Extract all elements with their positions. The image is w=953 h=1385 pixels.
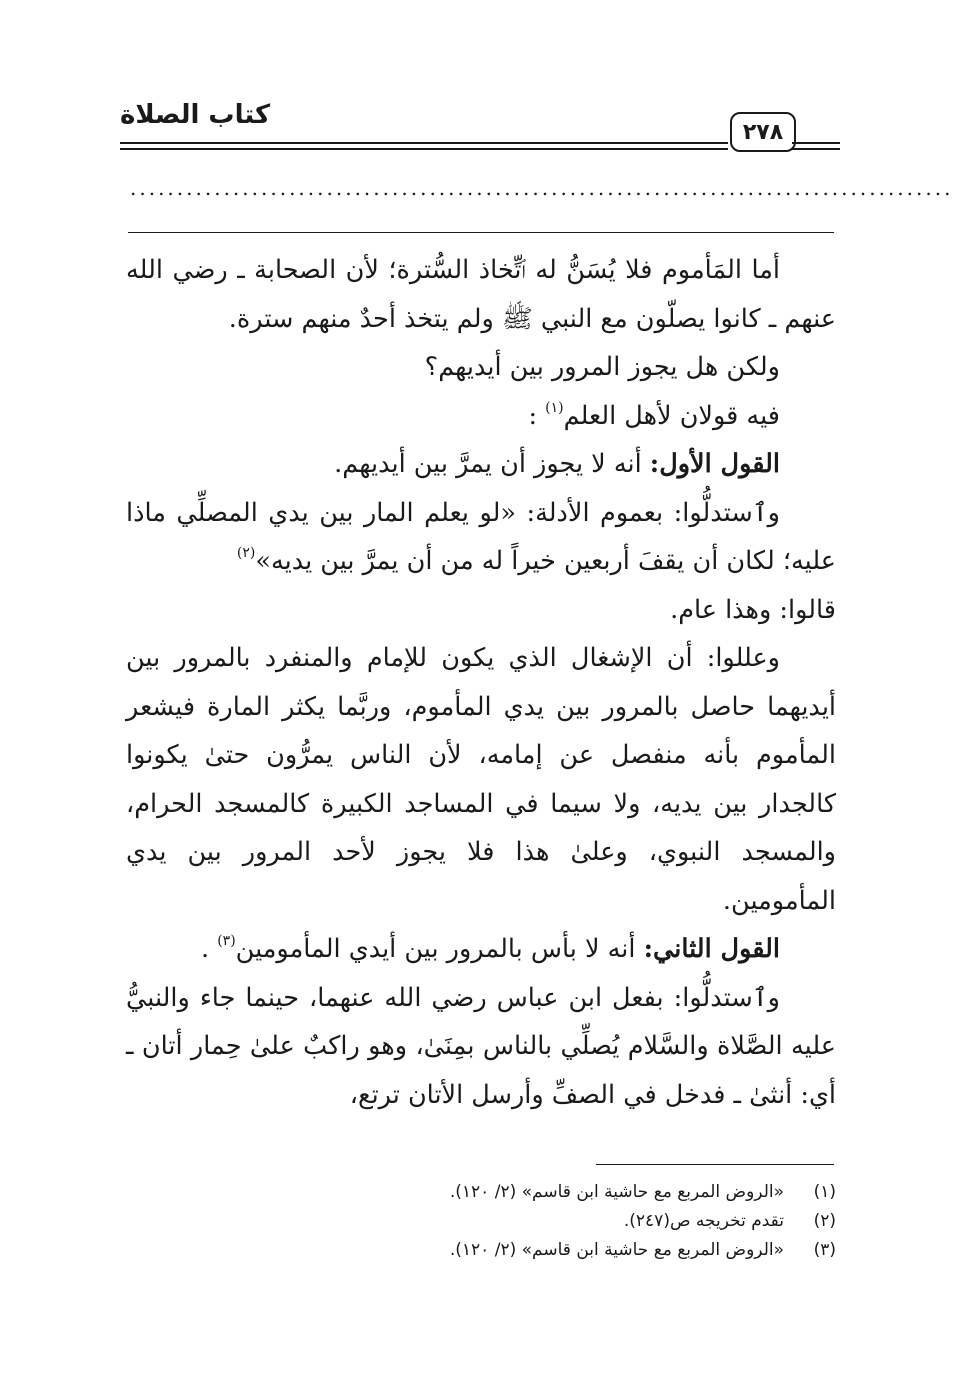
- header-rule: [120, 142, 728, 144]
- footnote-ref: (٣): [217, 933, 236, 949]
- text-top-rule: [128, 232, 834, 233]
- paragraph: [126, 925, 836, 974]
- footnote-number: (٢): [813, 1211, 836, 1231]
- paragraph-text: وٱستدلُّوا: بعموم الأدلة: «لو يعلم المار بين يدي المصلِّي ماذا عليه؛ لكان أن يقفَ أربعين خيراً له من أن يمرَّ بين يديه»: [126, 497, 836, 576]
- paragraph: [126, 489, 836, 586]
- footnote-ref: (١): [545, 399, 564, 416]
- footnote: [300, 1178, 836, 1207]
- footnote: [300, 1236, 836, 1265]
- paragraph: قالوا: وهذا عام.: [670, 594, 836, 625]
- opinion-label: القول الثاني:: [643, 934, 780, 964]
- page-header: [120, 98, 840, 158]
- paragraph-text: .: [200, 934, 218, 964]
- footnote-ref: (٢): [236, 545, 256, 561]
- header-rule: [792, 142, 840, 144]
- book-title: كتاب الصلاة: [120, 100, 271, 130]
- paragraph-text: :: [528, 400, 546, 431]
- paragraph-text: أنه لا يجوز أن يمرَّ بين أيديهم.: [334, 449, 650, 479]
- footnote-number: (٣): [813, 1240, 836, 1260]
- paragraph-text: أنه لا بأس بالمرور بين أيدي المأمومين: [235, 934, 644, 964]
- paragraph: [126, 440, 836, 489]
- footnotes: [300, 1178, 836, 1265]
- footnote-number: (١): [813, 1182, 836, 1202]
- dotted-separator: ........................................................................................: [130, 176, 953, 200]
- opinion-label: القول الأول:: [649, 449, 780, 479]
- footnote: [300, 1207, 836, 1236]
- page-number: ٢٧٨: [730, 112, 796, 152]
- paragraph: ولكن هل يجوز المرور بين أيديهم؟: [424, 352, 780, 382]
- paragraph: وعللوا: أن الإشغال الذي يكون للإمام والمنفرد بالمرور بين أيديهما حاصل بالمرور بين يدي المأموم، وربَّما يكثر المارة فيشعر المأموم بأنه منفصل عن إمامه، لأن الناس يمرُّون حتىٰ يكونوا كالجدار بين يديه، ولا سيما في المساجد الكبيرة كالمسجد الحرام، والمسجد النبوي، وعلىٰ هذا فلا يجوز لأحد المرور بين يدي المأمومين.: [126, 643, 836, 916]
- footnote-text: «الروض المربع مع حاشية ابن قاسم» (٢/ ١٢٠).: [449, 1182, 784, 1202]
- main-text: [126, 246, 836, 1119]
- footnote-text: «الروض المربع مع حاشية ابن قاسم» (٢/ ١٢٠).: [449, 1240, 784, 1260]
- header-rule: [792, 148, 840, 150]
- paragraph: أما المَأموم فلا يُسَنُّ له ٱتِّخاذ السُّترة؛ لأن الصحابة ـ رضي الله عنهم ـ كانوا يصلّون مع النبي ﷺ ولم يتخذ أحدٌ منهم سترة.: [126, 255, 836, 334]
- paragraph: [126, 392, 836, 441]
- paragraph: وٱستدلُّوا: بفعل ابن عباس رضي الله عنهما، حينما جاء والنبيُّ عليه الصَّلاة والسَّلام يُصلِّي بالناس بمِنَىٰ، وهو راكبٌ علىٰ حِمار أتان ـ أي: أنثىٰ ـ فدخل في الصفِّ وأرسل الأتان ترتع،: [126, 982, 836, 1110]
- header-rule: [120, 148, 728, 150]
- paragraph-text: فيه قولان لأهل العلم: [563, 400, 780, 431]
- footnote-rule: [596, 1164, 834, 1165]
- footnote-text: تقدم تخريجه ص(٢٤٧).: [623, 1211, 784, 1231]
